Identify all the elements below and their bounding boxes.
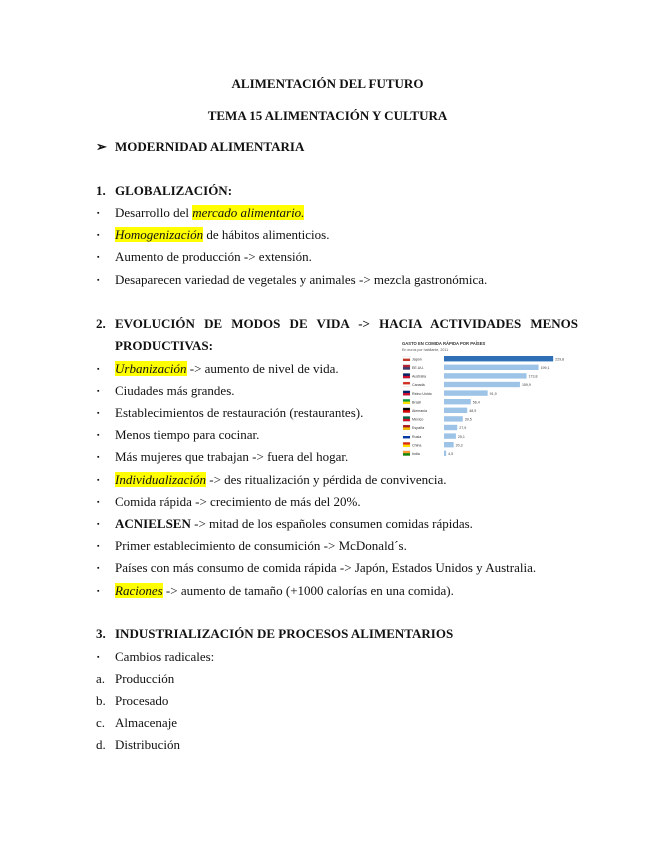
arrow-bullet-icon: ➢	[96, 139, 107, 154]
chart-value-label: 56,4	[472, 400, 480, 405]
section-2-title-line-1: EVOLUCIÓN DE MODOS DE VIDA -> HACIA ACTIVIDADES MENOS	[115, 316, 578, 331]
chart-bar	[444, 382, 520, 387]
chart-title: GASTO EN COMIDA RÁPIDA POR PAÍSES	[402, 341, 486, 346]
chart-value-label: 91,9	[489, 391, 497, 396]
chart-bar	[444, 433, 456, 438]
s1-bullet-1	[115, 205, 304, 221]
chart-category-label: Japón	[412, 357, 422, 362]
s2-bullet-6-text: -> des ritualización y pérdida de convivencia.	[206, 472, 447, 487]
chart-bar	[444, 373, 527, 378]
bullet-icon: ▪	[97, 276, 100, 284]
s1-bullet-2-text: de hábitos alimenticios.	[203, 227, 330, 242]
s2-bullet-8	[115, 516, 473, 532]
chart-bar	[444, 416, 463, 421]
chart-value-label: 229,8	[555, 357, 565, 362]
chart-bar	[444, 425, 457, 430]
country-flag-stripe	[403, 427, 410, 429]
s2-bullet-5: Más mujeres que trabajan -> fuera del hogar.	[115, 449, 349, 464]
list-item-letter: c.	[96, 715, 106, 730]
chart-value-label: 39,5	[464, 417, 472, 422]
fast-food-spending-chart	[400, 339, 580, 463]
bullet-icon: ▪	[97, 587, 100, 595]
chart-category-label: Rusia	[412, 434, 422, 439]
chart-value-label: 48,9	[469, 409, 477, 413]
bullet-icon: ▪	[97, 520, 100, 528]
chart-value-label: 173,8	[528, 374, 538, 379]
section-2-title-line-2: PRODUCTIVAS:	[115, 338, 213, 353]
s2-bullet-10: Países con más consumo de comida rápida -> Japón, Estados Unidos y Australia.	[115, 560, 537, 575]
bullet-icon: ▪	[97, 431, 100, 439]
s1-bullet-4: Desaparecen variedad de vegetales y animales -> mezcla gastronómica.	[115, 272, 488, 287]
chart-value-label: 4,5	[448, 452, 454, 456]
bullet-icon: ▪	[97, 498, 100, 506]
s2-bullet-11-highlight: Raciones	[115, 583, 163, 598]
s2-bullet-1	[115, 361, 339, 377]
s1-bullet-2-highlight: Homogenización	[115, 227, 204, 242]
chart-category-label: Brasil	[412, 400, 421, 405]
chart-bar	[444, 356, 553, 361]
section-3-number: 3.	[96, 626, 106, 641]
s2-bullet-7: Comida rápida -> crecimiento de más del 20%.	[115, 494, 361, 509]
chart-bar	[444, 442, 454, 447]
list-item-letter: d.	[96, 737, 106, 752]
document-title: ALIMENTACIÓN DEL FUTURO	[231, 76, 424, 91]
chart-category-label: Alemania	[412, 409, 427, 413]
country-flag-stripe	[403, 376, 410, 378]
bullet-icon: ▪	[97, 409, 100, 417]
chart-value-label: 25,1	[457, 434, 465, 439]
list-item-letter: a.	[96, 671, 106, 686]
bullet-icon: ▪	[97, 542, 100, 550]
bullet-icon: ▪	[97, 209, 100, 217]
section-3-title: INDUSTRIALIZACIÓN DE PROCESOS ALIMENTARIOS	[115, 626, 454, 641]
chart-bar	[444, 365, 539, 370]
country-flag-stripe	[403, 445, 410, 447]
chart-category-label: España	[412, 426, 425, 431]
chart-value-label: 159,9	[521, 383, 531, 388]
chart-category-label: Reino Unido	[412, 391, 432, 396]
bullet-icon: ▪	[97, 387, 100, 395]
s2-bullet-8-bold: ACNIELSEN	[115, 516, 191, 531]
chart-bar	[444, 408, 467, 413]
chart-bar	[444, 399, 471, 404]
country-flag-stripe	[403, 359, 410, 361]
s1-bullet-1-text: Desarrollo del	[115, 205, 193, 220]
bullet-icon: ▪	[97, 231, 100, 239]
s2-bullet-2: Ciudades más grandes.	[115, 383, 235, 398]
s2-bullet-8-text: -> mitad de los españoles consumen comidas rápidas.	[190, 516, 473, 531]
section-heading: MODERNIDAD ALIMENTARIA	[115, 139, 305, 154]
country-flag-stripe	[403, 402, 410, 404]
s1-bullet-2	[115, 227, 329, 243]
chart-value-label: 20,3	[455, 443, 463, 448]
s3-bullet-1: Cambios radicales:	[115, 649, 215, 664]
list-item: Almacenaje	[115, 715, 178, 730]
chart-bar	[444, 451, 446, 456]
chart-category-label: México	[412, 417, 424, 422]
s2-bullet-9: Primer establecimiento de consumición -> McDonald´s.	[115, 538, 407, 553]
bullet-icon: ▪	[97, 365, 100, 373]
country-flag-stripe	[403, 410, 410, 412]
s2-bullet-1-text: -> aumento de nivel de vida.	[186, 361, 339, 376]
country-flag-stripe	[403, 393, 410, 395]
s2-bullet-11-text: -> aumento de tamaño (+1000 calorías en una comida).	[162, 583, 454, 598]
chart-category-label: Canadá	[412, 383, 425, 388]
chart-category-label: Australia	[412, 374, 426, 379]
s2-bullet-6-highlight: Individualización	[115, 472, 206, 487]
s1-bullet-3: Aumento de producción -> extensión.	[115, 249, 312, 264]
s2-bullet-3: Establecimientos de restauración (restaurantes).	[115, 405, 364, 420]
section-1-number: 1.	[96, 183, 106, 198]
country-flag-stripe	[403, 367, 410, 369]
chart-category-label: India	[412, 452, 420, 456]
list-item: Producción	[115, 671, 175, 686]
list-item: Distribución	[115, 737, 180, 752]
country-flag-stripe	[403, 436, 410, 438]
chart-category-label: China	[412, 443, 422, 448]
s2-bullet-4: Menos tiempo para cocinar.	[115, 427, 260, 442]
chart-category-label: EE.UU.	[412, 366, 424, 370]
country-flag-stripe	[403, 384, 410, 386]
chart-value-label: 27,9	[459, 426, 467, 431]
list-item-letter: b.	[96, 693, 106, 708]
s2-bullet-11	[115, 583, 454, 599]
s2-bullet-6	[115, 472, 447, 488]
s1-bullet-1-highlight: mercado alimentario.	[192, 205, 305, 220]
chart-subtitle: En euros por habitante, 2011	[402, 348, 449, 352]
bullet-icon: ▪	[97, 476, 100, 484]
section-1-title: GLOBALIZACIÓN:	[115, 183, 233, 198]
bullet-icon: ▪	[97, 653, 100, 661]
bullet-icon: ▪	[97, 453, 100, 461]
bullet-icon: ▪	[97, 564, 100, 572]
country-flag-stripe	[403, 453, 410, 455]
country-flag-stripe	[403, 419, 410, 421]
section-2-number: 2.	[96, 316, 106, 331]
list-item: Procesado	[115, 693, 169, 708]
s2-bullet-1-highlight: Urbanización	[115, 361, 187, 376]
chart-bar	[444, 390, 488, 395]
bullet-icon: ▪	[97, 253, 100, 261]
chart-value-label: 199,1	[540, 366, 550, 370]
document-subtitle: TEMA 15 ALIMENTACIÓN Y CULTURA	[207, 108, 448, 123]
